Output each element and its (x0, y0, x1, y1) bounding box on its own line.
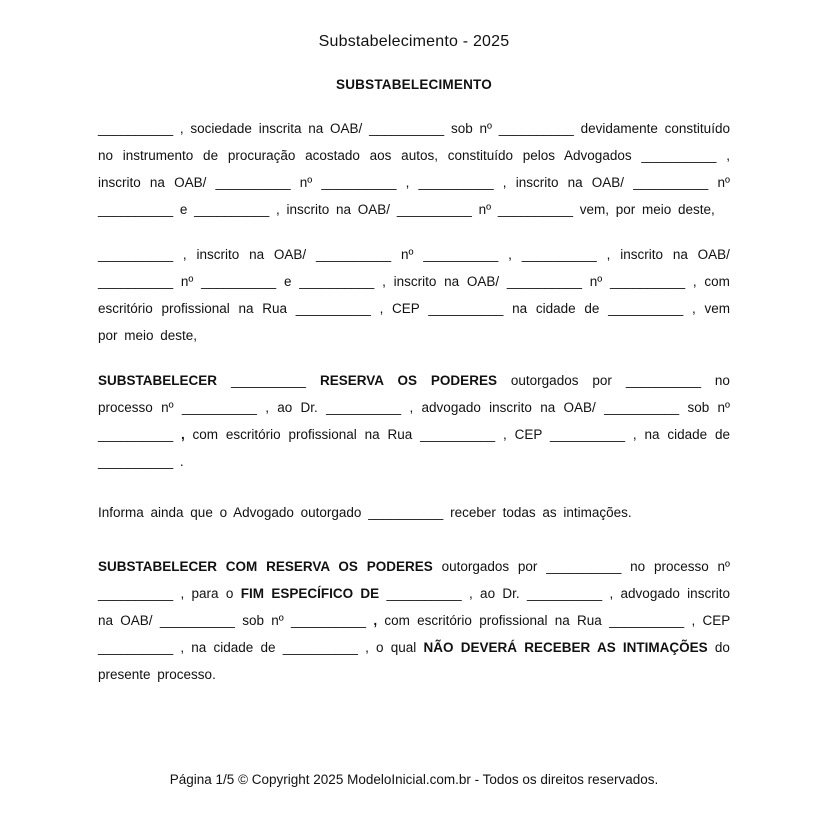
text-segment: nº (717, 175, 730, 190)
blank-field: __________ (98, 202, 174, 217)
text-segment: , inscrito na OAB/ (182, 247, 307, 262)
blank-field: __________ (521, 247, 597, 262)
blank-field: __________ (98, 586, 174, 601)
blank-field: __________ (98, 454, 174, 469)
blank-field: __________ (420, 427, 496, 442)
text-segment: , (373, 613, 378, 628)
blank-field: __________ (604, 400, 680, 415)
text-segment: , (180, 427, 185, 442)
text-segment: no processo nº (98, 373, 730, 415)
text-segment: , advogado inscrito na OAB/ (409, 400, 596, 415)
blank-field: __________ (369, 121, 445, 136)
text-segment: , com escritório profissional na Rua (98, 274, 730, 316)
text-segment: , na cidade de (180, 640, 276, 655)
text-segment: vem, por meio deste, (579, 202, 715, 217)
blank-field: __________ (625, 373, 701, 388)
blank-field: __________ (181, 400, 257, 415)
blank-field: __________ (368, 505, 444, 520)
blank-field: __________ (641, 148, 717, 163)
paragraph (98, 499, 730, 526)
text-segment: RESERVA OS PODERES (320, 373, 497, 388)
text-segment: , CEP (691, 613, 730, 628)
text-segment: , CEP (379, 301, 420, 316)
blank-field: __________ (201, 274, 277, 289)
text-segment: , ao Dr. (265, 400, 318, 415)
text-segment: , advogado inscrito na OAB/ (98, 586, 730, 628)
blank-field: __________ (546, 559, 622, 574)
blank-field: __________ (633, 175, 709, 190)
text-segment: , inscrito na OAB/ (98, 148, 730, 190)
blank-field: __________ (396, 202, 472, 217)
text-segment: e (283, 274, 292, 289)
text-segment: outorgados por (441, 559, 538, 574)
text-segment: , inscrito na OAB/ (606, 247, 730, 262)
text-segment: nº (478, 202, 492, 217)
blank-field: __________ (98, 247, 174, 262)
blank-field: __________ (321, 175, 397, 190)
page-footer: Página 1/5 © Copyright 2025 ModeloInicial.com.br - Todos os direitos reservados. (169, 772, 659, 787)
text-segment: NÃO DEVERÁ RECEBER AS INTIMAÇÕES (423, 640, 708, 655)
blank-field: __________ (194, 202, 270, 217)
blank-field: __________ (610, 274, 686, 289)
text-segment: , o qual (365, 640, 417, 655)
text-segment: na cidade de (512, 301, 600, 316)
blank-field: __________ (290, 613, 367, 628)
text-segment: , ao Dr. (468, 586, 520, 601)
blank-field: __________ (98, 274, 174, 289)
text-segment: , (405, 175, 410, 190)
text-segment: com escritório profissional na Rua (384, 613, 602, 628)
text-segment: nº (299, 175, 313, 190)
blank-field: __________ (282, 640, 358, 655)
document-body (98, 115, 730, 688)
text-segment: , (508, 247, 512, 262)
blank-field: __________ (215, 175, 291, 190)
blank-field: __________ (295, 301, 371, 316)
text-segment: , para o (180, 586, 234, 601)
text-segment: , na cidade de (632, 427, 730, 442)
text-segment: , inscrito na OAB/ (382, 274, 500, 289)
blank-field: __________ (159, 613, 235, 628)
text-segment: outorgados por (510, 373, 612, 388)
text-segment: , inscrito na OAB/ (502, 175, 625, 190)
text-segment: Informa ainda que o Advogado outorgado (98, 505, 362, 520)
text-segment: com escritório profissional na Rua (192, 427, 413, 442)
blank-field: __________ (423, 247, 499, 262)
text-segment: . (179, 454, 184, 469)
text-segment: FIM ESPECÍFICO DE (240, 586, 380, 601)
paragraph (98, 553, 730, 688)
text-segment: sob nº (687, 400, 730, 415)
blank-field: __________ (418, 175, 494, 190)
blank-field: __________ (230, 373, 307, 388)
text-segment: SUBSTABELECER (98, 373, 218, 388)
text-segment: nº (589, 274, 603, 289)
blank-field: __________ (497, 202, 573, 217)
text-segment: devidamente constituído no instrumento de procuração acostado aos autos, constituído pelos Advogados (98, 121, 730, 163)
text-segment: sob nº (242, 613, 284, 628)
text-segment: , CEP (503, 427, 543, 442)
blank-field: __________ (498, 121, 574, 136)
text-segment: , inscrito na OAB/ (276, 202, 391, 217)
document-heading: SUBSTABELECIMENTO (336, 77, 492, 92)
blank-field: __________ (98, 640, 174, 655)
paragraph (98, 241, 730, 349)
paragraph (98, 115, 730, 223)
text-segment: e (179, 202, 188, 217)
blank-field: __________ (549, 427, 626, 442)
text-segment: nº (180, 274, 194, 289)
text-segment: , vem por meio deste, (98, 301, 730, 343)
blank-field: __________ (326, 400, 402, 415)
blank-field: __________ (506, 274, 583, 289)
blank-field: __________ (527, 586, 603, 601)
document-title: Substabelecimento - 2025 (318, 33, 510, 50)
text-segment: no processo nº (630, 559, 730, 574)
blank-field: __________ (98, 427, 174, 442)
text-segment: sob nº (450, 121, 492, 136)
text-segment: , sociedade inscrita na OAB/ (179, 121, 363, 136)
blank-field: __________ (98, 121, 174, 136)
text-segment: do presente processo. (98, 640, 730, 682)
blank-field: __________ (609, 613, 685, 628)
blank-field: __________ (316, 247, 392, 262)
blank-field: __________ (428, 301, 504, 316)
blank-field: __________ (299, 274, 375, 289)
paragraph (98, 367, 730, 475)
blank-field: __________ (608, 301, 684, 316)
text-segment: SUBSTABELECER COM RESERVA OS PODERES (98, 559, 433, 574)
text-segment: receber todas as intimações. (450, 505, 632, 520)
text-segment: nº (400, 247, 414, 262)
blank-field: __________ (386, 586, 462, 601)
